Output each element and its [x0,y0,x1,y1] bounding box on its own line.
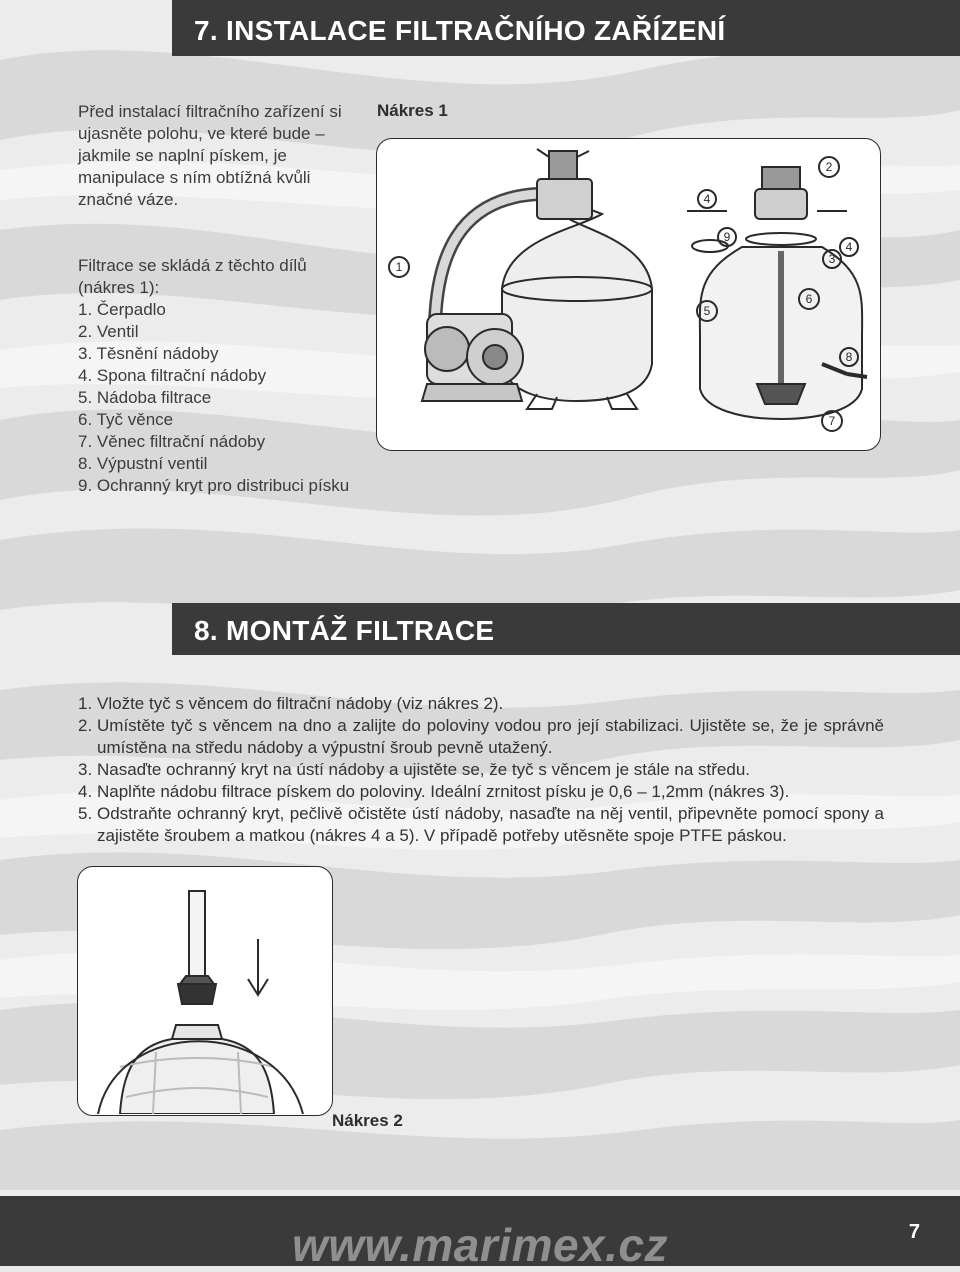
step-number: 3. [78,760,93,779]
intro-paragraph: Před instalací filtračního zařízení si ujasněte polohu, ve které bude – jakmile se naplní pískem, je manipulace s ním obtížná kvůli značné váze. [78,102,342,209]
callout-5: 5 [703,304,711,318]
callout-2: 2 [825,160,833,174]
figure-1-label: Nákres 1 [377,101,448,120]
page-number: 7 [908,1221,920,1243]
step-item [78,803,884,847]
part-item: 7. Věnec filtrační nádoby [78,432,266,451]
callout-6: 6 [805,292,813,306]
step-text: Naplňte nádobu filtrace pískem do poloviny. Ideální zrnitost písku je 0,6 – 1,2mm (nákres 3). [97,782,790,801]
footer [0,1196,960,1271]
step-text: Umístěte tyč s věncem na dno a zalijte do poloviny vodou pro její stabilizaci. Ujistěte se, že je správně umístěna na středu nádoby a výpustní šroub pevně utažený. [97,716,884,757]
assembly-steps [78,693,884,847]
part-item: 6. Tyč věnce [78,410,174,429]
insert-pipe-illustration [78,867,331,1114]
step-number: 2. [78,716,93,735]
callout-9: 9 [723,230,731,244]
callout-4b: 4 [845,240,853,254]
parts-list [78,299,358,497]
filter-assembly-illustration [377,139,879,449]
callout-8: 8 [845,350,853,364]
part-item: 9. Ochranný kryt pro distribuci písku [78,476,350,495]
step-item [78,781,884,803]
step-number: 1. [78,694,93,713]
parts-heading: Filtrace se skládá z těchto dílů (nákres 1): [78,256,307,297]
step-text: Nasaďte ochranný kryt na ústí nádoby a ujistěte se, že tyč s věncem je stále na středu. [97,760,751,779]
section-8-title: 8. MONTÁŽ FILTRACE [172,603,960,655]
step-item [78,693,884,715]
website-link[interactable]: www.marimex.cz [291,1219,668,1271]
part-item: 1. Čerpadlo [78,300,166,319]
part-item: 8. Výpustní ventil [78,454,208,473]
figure-2 [77,866,333,1116]
callout-7: 7 [828,414,836,428]
section-7-title: 7. INSTALACE FILTRAČNÍHO ZAŘÍZENÍ [172,0,960,56]
part-item: 2. Ventil [78,322,139,341]
callout-3: 3 [828,252,836,266]
step-number: 4. [78,782,93,801]
figure-2-label: Nákres 2 [332,1111,403,1130]
figure-1 [376,138,881,451]
step-text: Vložte tyč s věncem do filtrační nádoby (viz nákres 2). [97,694,504,713]
part-item: 4. Spona filtrační nádoby [78,366,267,385]
callout-4a: 4 [703,192,711,206]
part-item: 5. Nádoba filtrace [78,388,212,407]
part-item: 3. Těsnění nádoby [78,344,219,363]
step-item [78,759,884,781]
callout-1: 1 [395,260,403,274]
step-text: Odstraňte ochranný kryt, pečlivě očistěte ústí nádoby, nasaďte na něj ventil, připevněte pomocí spony a zajistěte šroubem a matkou (nákres 4 a 5). V případě potřeby utěsněte spoje PTFE páskou. [97,804,884,845]
step-item [78,715,884,759]
step-number: 5. [78,804,93,823]
